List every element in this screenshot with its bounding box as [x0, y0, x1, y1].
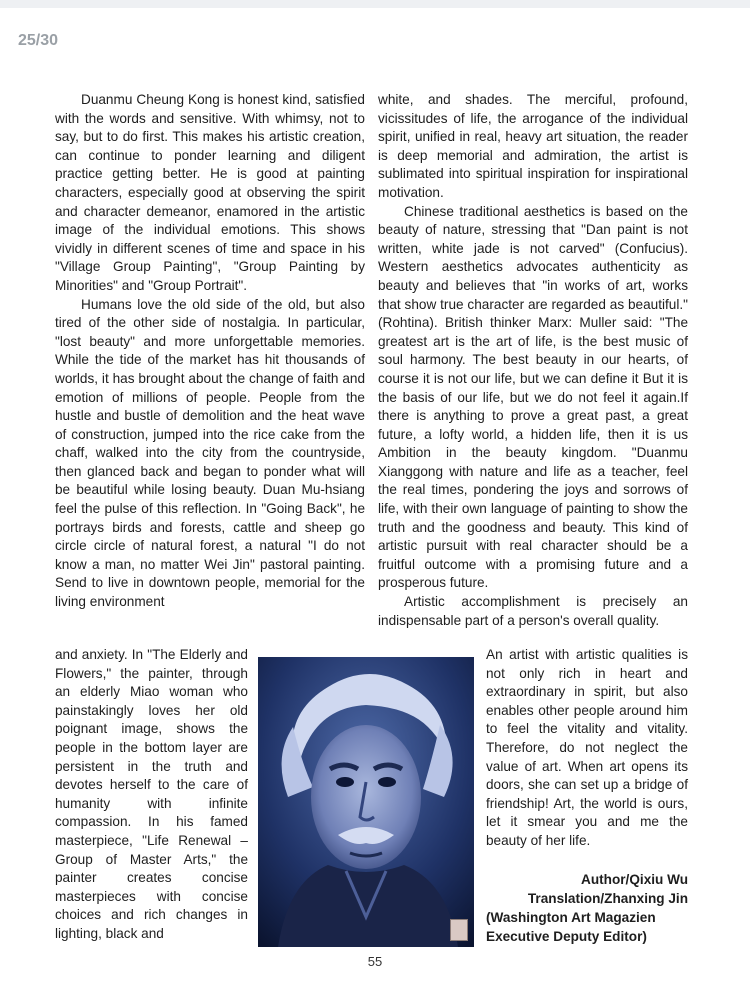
article-paragraph: and anxiety. In "The Elderly and Flowers," the painter, through an elderly Miao woman who painstakingly loves her old poignant image, shows the people in the bottom layer are persistent in the truth and devotes herself to the care of humanity with infinite compassion. In his famed masterpiece, "Life Renewal – Group of Master Arts," the painter creates concise masterpieces with concise choices and rich changes in lighting, black and [55, 647, 248, 941]
portrait-painting [258, 657, 474, 947]
publication-credit: (Washington Art Magazien [486, 910, 656, 925]
article-credits [486, 870, 688, 946]
role-credit: Executive Deputy Editor) [486, 929, 647, 944]
author-credit: Author/Qixiu Wu [581, 872, 688, 887]
artist-seal [450, 919, 468, 941]
article-paragraph: Humans love the old side of the old, but also tired of the other side of nostalgia. In particular, "lost beauty" and more unforgettable memories. While the tide of the market has hit thousands of worlds, it has brought about the change of faith and emotion of millions of people. People from the hustle and bustle of demolition and the heat wave of construction, jumped into the rice cake from the chaff, walked into the city from the countryside, then glanced back and began to ponder what will be beautiful while losing beauty. Duan Mu-hsiang feel the pulse of this reflection. In "Going Back", he portrays birds and forests, cattle and sheep go circle circle of natural forest, a natural "I do not know a man, no matter Wei Jin" pastoral painting. Send to live in downtown people, memorial for the living environment [55, 296, 365, 610]
page-number: 55 [367, 954, 383, 969]
article-column-right [378, 91, 688, 630]
article-column-left [55, 91, 365, 612]
article-paragraph: Chinese traditional aesthetics is based on the beauty of nature, stressing that "Dan paint is not written, white jade is not carved" (Confucius). Western aesthetics advocates authenticity as beauty and believes that "in works of art, works that show true character are regarded as beautiful." (Rohtina). British thinker Marx: Muller said: "The greatest art is the art of life, is the best music of soul harmony. The best beauty in our hearts, of course it is not our life, but we can define it But it is the basis of our life, but we do not feel it again.If there is anything to prove a great past, a great future, a lofty world, a hidden life, then it is us Ambition in the beauty kingdom. "Duanmu Xianggong with nature and life as a teacher, feel the real times, pondering the joys and sorrows of life, with their own language of painting to show the truth and the goodness and beauty. This kind of artistic pursuit with real character should be a fruitful outcome with a promising future and a prosperous future. [378, 203, 688, 591]
article-paragraph: Duanmu Cheung Kong is honest kind, satisfied with the words and sensitive. With whimsy, not to say, but to do first. This makes his artistic creation, can continue to ponder learning and diligent practice getting better. He is good at painting characters, especially good at observing the spirit and character demeanor, enamored in the artistic image of the individual emotions. This shows vividly in different scenes of time and space in his "Village Group Painting", "Group Painting by Minorities" and "Group Portrait". [55, 92, 365, 293]
article-column-right-wrap [486, 646, 688, 851]
article-paragraph-continuation: white, and shades. The merciful, profound, vicissitudes of life, the arrogance of the individual spirit, unified in real, heavy art situation, the reader is deep memorial and admiration, the artist is sublimated into spiritual inspiration for inspirational motivation. [378, 92, 688, 200]
article-column-left-wrap [55, 646, 248, 944]
article-paragraph: An artist with artistic qualities is not only rich in heart and extraordinary in spirit, but also enables other people around him to feel the vitality and vitality. Therefore, do not neglect the value of art. When art opens its doors, she can set up a bridge of friendship! Art, the world is ours, let it smear you and me the beauty of her life. [486, 647, 688, 848]
article-paragraph: Artistic accomplishment is precisely an indispensable part of a person's overall quality. [378, 594, 688, 628]
page-indicator: 25/30 [18, 32, 59, 49]
translator-credit: Translation/Zhanxing Jin [527, 891, 688, 906]
